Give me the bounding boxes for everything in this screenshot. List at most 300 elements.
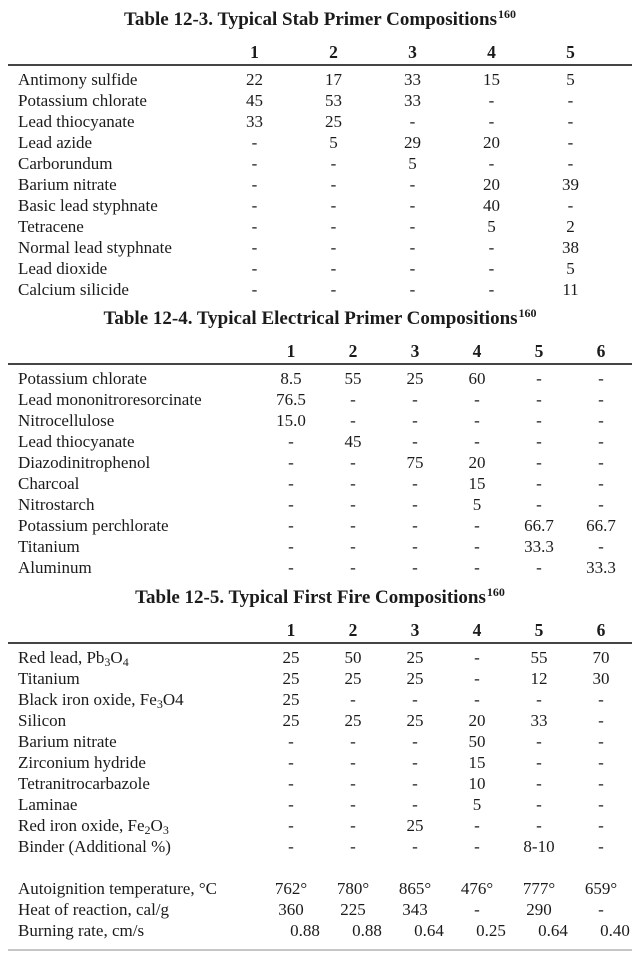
value-cell: - [536,795,542,814]
column-header: 3 [410,620,420,640]
value-cell: 30 [592,669,610,688]
value-cell: - [350,774,356,793]
value-cell: - [288,453,294,472]
value-cell: - [598,537,604,556]
value-cell: 15 [468,474,486,493]
stats-row [0,920,640,941]
value-cell: - [488,259,495,278]
value-cell: - [409,112,416,131]
value-cell: 5 [408,154,417,173]
composition-row [0,410,640,431]
value-cell: - [251,196,258,215]
value-cell: - [412,558,418,577]
table-body [0,368,640,578]
value-cell: 20 [483,175,500,194]
value-cell: - [598,453,604,472]
row-label [18,647,260,668]
value-cell: 25 [282,648,300,667]
footnote-ref: 160 [498,7,516,21]
value-cell: - [350,495,356,514]
column-header: 4 [472,620,482,640]
value-cell: 25 [282,711,300,730]
table-section-table-12-5 [0,585,640,941]
column-header-row [0,43,640,61]
value-cell: - [598,795,604,814]
value-cell: - [412,495,418,514]
row-label: Barium nitrate [18,732,117,751]
value-cell: 29 [404,133,421,152]
value-cell: 25 [406,648,424,667]
value-cell: 777° [522,879,556,898]
value-cell: - [474,690,480,709]
value-cell: 343 [402,900,428,919]
footnote-ref: 160 [518,306,537,320]
value-cell: 40 [483,196,500,215]
composition-row [0,557,640,578]
value-cell: - [474,648,480,667]
value-cell: - [598,732,604,751]
value-cell: - [350,690,356,709]
value-cell: - [288,474,294,493]
column-header-row [0,342,640,360]
value-cell: - [567,154,574,173]
value-cell: - [409,280,416,299]
value-cell: 25 [344,669,362,688]
value-cell: - [288,795,294,814]
row-label: Laminae [18,795,78,814]
value-cell: - [536,495,542,514]
composition-row [0,195,640,216]
column-header: 2 [348,341,358,361]
value-cell: 38 [562,238,579,257]
value-cell: 0.25 [476,921,506,940]
value-cell: - [251,280,258,299]
column-header: 5 [534,341,544,361]
value-cell: 55 [530,648,548,667]
value-cell: - [288,816,294,835]
table-title-text: Table 12-3. Typical Stab Primer Compositions [124,9,497,30]
chemical-subscript: 4 [122,655,129,668]
value-cell: - [350,558,356,577]
row-label: Autoignition temperature, °C [18,879,217,898]
value-cell: 25 [282,669,300,688]
value-cell: 33 [530,711,548,730]
value-cell: - [474,411,480,430]
header-spacer-cell [18,342,260,360]
value-cell: - [536,753,542,772]
header-rule [8,363,632,365]
value-cell: - [598,390,604,409]
value-cell: - [536,453,542,472]
value-cell: 0.88 [290,921,320,940]
value-cell: - [567,196,574,215]
value-cell: 12 [530,669,548,688]
value-cell: - [350,795,356,814]
table-body [0,647,640,857]
value-cell: - [536,558,542,577]
row-label: Potassium perchlorate [18,516,169,535]
row-label: Aluminum [18,558,92,577]
row-label: Barium nitrate [18,175,117,194]
value-cell: - [474,390,480,409]
composition-row [0,473,640,494]
value-cell: - [288,432,294,451]
value-cell: - [288,732,294,751]
composition-row [0,515,640,536]
column-header: 5 [566,42,575,62]
value-cell: - [474,669,480,688]
value-cell: 8.5 [280,369,302,388]
value-cell: - [598,837,604,856]
table-title [0,306,640,329]
value-cell: - [288,753,294,772]
value-cell: - [288,837,294,856]
value-cell: - [474,537,480,556]
value-cell: 45 [344,432,362,451]
composition-row [0,452,640,473]
composition-row [0,773,640,794]
value-cell: - [598,690,604,709]
column-header: 4 [472,341,482,361]
value-cell: - [412,753,418,772]
value-cell: 60 [468,369,486,388]
stats-row [0,899,640,920]
value-cell: - [567,133,574,152]
value-cell: - [409,238,416,257]
value-cell: 25 [406,816,424,835]
value-cell: 5 [566,259,575,278]
value-cell: - [409,259,416,278]
value-cell: 5 [472,795,482,814]
composition-row [0,752,640,773]
value-cell: 55 [344,369,362,388]
value-cell: - [412,474,418,493]
value-cell: - [598,369,604,388]
chemical-subscript: 3 [104,655,111,668]
composition-row [0,368,640,389]
row-label [18,689,260,710]
table-title-text: Table 12-5. Typical First Fire Compositions [135,587,486,608]
composition-row [0,710,640,731]
composition-row [0,90,640,111]
table-title [0,585,640,608]
composition-row [0,668,640,689]
value-cell: - [412,390,418,409]
composition-row [0,153,640,174]
label-text: Black iron oxide, Fe [18,690,157,709]
row-label: Heat of reaction, cal/g [18,900,170,919]
table-section-table-12-4 [0,306,640,578]
value-cell: 5 [566,70,575,89]
value-cell: 659° [584,879,618,898]
value-cell: 2 [566,217,575,236]
column-header: 2 [348,620,358,640]
composition-row [0,494,640,515]
value-cell: - [350,816,356,835]
stats-row [0,878,640,899]
value-cell: - [412,732,418,751]
value-cell: - [330,196,337,215]
row-label [18,815,260,836]
value-cell: 25 [406,369,424,388]
column-header: 1 [250,42,259,62]
header-spacer-cell [18,621,260,639]
value-cell: 22 [246,70,263,89]
composition-row [0,647,640,668]
value-cell: - [412,774,418,793]
value-cell: 10 [468,774,486,793]
value-cell: - [288,537,294,556]
column-header: 6 [596,341,606,361]
row-label: Lead dioxide [18,259,108,278]
row-label: Calcium silicide [18,280,129,299]
chemical-subscript: 2 [144,823,151,836]
row-label: Nitrostarch [18,495,95,514]
column-header: 2 [329,42,338,62]
value-cell: 11 [562,280,579,299]
value-cell: - [412,795,418,814]
column-header: 4 [487,42,496,62]
column-header: 5 [534,620,544,640]
value-cell: - [330,175,337,194]
label-text: Red lead, Pb [18,648,105,667]
value-cell: - [536,390,542,409]
value-cell: - [474,900,480,919]
value-cell: - [350,837,356,856]
value-cell: 66.7 [524,516,554,535]
row-label: Lead thiocyanate [18,432,135,451]
column-header: 3 [408,42,417,62]
value-cell: 25 [344,711,362,730]
label-text: Red iron oxide, Fe [18,816,145,835]
value-cell: 33 [404,91,421,110]
value-cell: - [474,516,480,535]
value-cell: - [412,837,418,856]
row-label: Lead mononitroresorcinate [18,390,202,409]
value-cell: 50 [468,732,486,751]
value-cell: - [536,690,542,709]
value-cell: - [288,774,294,793]
row-label: Silicon [18,711,67,730]
value-cell: 476° [460,879,494,898]
value-cell: - [536,816,542,835]
value-cell: - [598,432,604,451]
value-cell: 39 [562,175,579,194]
value-cell: 66.7 [586,516,616,535]
row-label: Tetracene [18,217,84,236]
row-label: Tetranitrocarbazole [18,774,150,793]
value-cell: 20 [468,711,486,730]
value-cell: - [598,495,604,514]
value-cell: - [350,732,356,751]
value-cell: 290 [526,900,552,919]
value-cell: - [288,495,294,514]
label-text: O [110,648,123,667]
stats-block [0,878,640,941]
value-cell: 53 [325,91,342,110]
value-cell: - [251,175,258,194]
value-cell: - [488,112,495,131]
value-cell: - [412,537,418,556]
row-label: Titanium [18,669,80,688]
value-cell: 15 [468,753,486,772]
value-cell: - [567,112,574,131]
value-cell: 15 [483,70,500,89]
composition-row [0,132,640,153]
row-label: Burning rate, cm/s [18,921,145,940]
value-cell: 5 [329,133,338,152]
value-cell: 360 [278,900,304,919]
value-cell: - [488,238,495,257]
value-cell: 25 [406,669,424,688]
composition-row [0,689,640,710]
value-cell: - [474,837,480,856]
composition-row [0,731,640,752]
value-cell: - [474,558,480,577]
row-label: Lead azide [18,133,93,152]
value-cell: - [350,453,356,472]
composition-row [0,279,640,300]
value-cell: 45 [246,91,263,110]
value-cell: - [409,217,416,236]
row-label: Diazodinitrophenol [18,453,151,472]
value-cell: 76.5 [276,390,306,409]
value-cell: 0.64 [414,921,444,940]
label-text: O4 [162,690,184,709]
value-cell: 25 [325,112,342,131]
header-rule [8,642,632,644]
value-cell: - [536,774,542,793]
value-cell: - [330,259,337,278]
column-header: 6 [596,620,606,640]
value-cell: 15.0 [276,411,306,430]
value-cell: - [350,753,356,772]
value-cell: 50 [344,648,362,667]
value-cell: - [598,753,604,772]
value-cell: - [488,91,495,110]
value-cell: 8-10 [523,837,555,856]
column-header: 3 [410,341,420,361]
value-cell: - [598,411,604,430]
value-cell: - [409,196,416,215]
value-cell: 20 [468,453,486,472]
row-label: Normal lead styphnate [18,238,172,257]
chemical-subscript: 3 [162,823,169,836]
row-label: Titanium [18,537,80,556]
value-cell: 0.88 [352,921,382,940]
value-cell: - [536,732,542,751]
value-cell: - [251,217,258,236]
value-cell: 865° [398,879,432,898]
value-cell: - [251,259,258,278]
value-cell: - [488,280,495,299]
value-cell: - [251,133,258,152]
composition-row [0,216,640,237]
value-cell: 5 [472,495,482,514]
value-cell: - [288,516,294,535]
header-spacer-cell [18,43,215,61]
bottom-rule [8,949,632,951]
value-cell: - [536,369,542,388]
composition-row [0,536,640,557]
value-cell: - [412,516,418,535]
composition-row [0,836,640,857]
composition-row [0,174,640,195]
value-cell: 75 [406,453,424,472]
value-cell: 5 [487,217,496,236]
value-cell: - [350,390,356,409]
value-cell: - [567,91,574,110]
value-cell: - [598,816,604,835]
value-cell: - [488,154,495,173]
value-cell: - [330,238,337,257]
row-label: Potassium chlorate [18,369,147,388]
column-header-row [0,621,640,639]
composition-row [0,69,640,90]
row-label: Lead thiocyanate [18,112,135,131]
composition-row [0,389,640,410]
value-cell: 225 [340,900,366,919]
value-cell: 33.3 [524,537,554,556]
value-cell: - [251,154,258,173]
value-cell: - [330,280,337,299]
value-cell: 762° [274,879,308,898]
value-cell: 33 [246,112,263,131]
value-cell: 780° [336,879,370,898]
value-cell: - [598,900,604,919]
row-label: Basic lead styphnate [18,196,158,215]
value-cell: 25 [406,711,424,730]
value-cell: - [598,474,604,493]
label-text: O [150,816,163,835]
value-cell: - [412,411,418,430]
row-label: Binder (Additional %) [18,837,171,856]
composition-row [0,815,640,836]
row-label: Carborundum [18,154,113,173]
value-cell: - [251,238,258,257]
value-cell: 25 [282,690,300,709]
value-cell: - [412,690,418,709]
value-cell: - [474,816,480,835]
row-label: Antimony sulfide [18,70,138,89]
row-label: Potassium chlorate [18,91,147,110]
value-cell: 70 [592,648,610,667]
value-cell: 33 [404,70,421,89]
value-cell: - [536,474,542,493]
row-label: Nitrocellulose [18,411,115,430]
composition-row [0,111,640,132]
footnote-ref: 160 [486,585,505,599]
value-cell: - [474,432,480,451]
value-cell: - [409,175,416,194]
value-cell: 0.40 [600,921,630,940]
value-cell: - [350,516,356,535]
table-section-table-12-3 [0,7,640,300]
composition-row [0,431,640,452]
table-title [0,7,640,30]
value-cell: - [598,711,604,730]
composition-row [0,237,640,258]
table-body [0,69,640,300]
value-cell: - [536,411,542,430]
value-cell: 33.3 [586,558,616,577]
table-title-text: Table 12-4. Typical Electrical Primer Compositions [103,308,518,329]
value-cell: - [412,432,418,451]
value-cell: - [330,217,337,236]
row-label: Charcoal [18,474,80,493]
value-cell: 17 [325,70,342,89]
value-cell: - [350,411,356,430]
